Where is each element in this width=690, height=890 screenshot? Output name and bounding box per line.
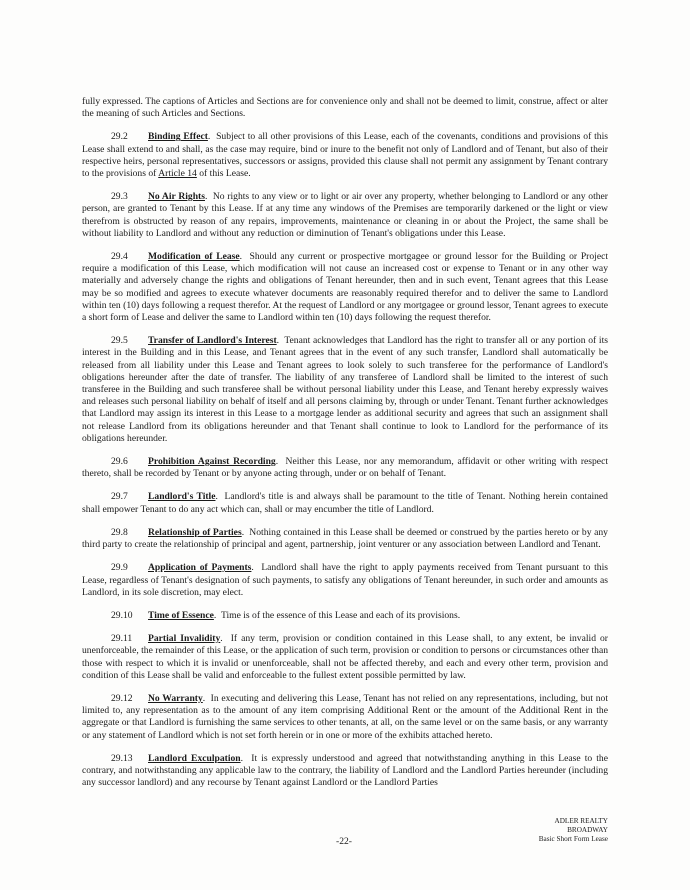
section-29-11: 29.11 Partial Invalidity. If any term, provision or condition contained in this Lease shall, to any extent, be invalid or unenforceable, the remainder of this Lease, or the application of such term, provision or condition to persons or circumstances other than those with respect to which it is invalid or unenforceable, shall not be affected thereby, and each and every other term, provision and condition of this Lease shall be valid and enforceable to the fullest extent possible permitted by law. xyxy=(82,633,609,681)
document-footer-label xyxy=(539,817,608,845)
article-reference: Article 14 xyxy=(158,168,197,180)
footer-line-2: BROADWAY xyxy=(567,826,608,835)
section-number: 29.8 xyxy=(111,526,128,538)
section-title: No Air Rights xyxy=(148,191,205,203)
section-text: It is expressly understood and agreed that notwithstanding anything in this Lease to the contrary, and notwithstanding any applicable law to the contrary, the liability of Landlord and the Landlord Parties hereunder (including any successor landlord) and any recourse by Tenant against Landlord or the Landlord Parties xyxy=(82,752,608,789)
section-number: 29.5 xyxy=(111,335,128,347)
section-29-8: 29.8 Relationship of Parties. Nothing contained in this Lease shall be deemed or construed by the parties hereto or by any third party to create the relationship of principal and agent, partnership, joint venturer or any association between Landlord and Tenant. xyxy=(82,526,608,551)
section-29-3: 29.3 No Air Rights. No rights to any view or to light or air over any property, whether belonging to Landlord or any other person, are granted to Tenant by this Lease. If at any time any windows of the Premises are temporarily darkened or the light or view therefrom is obstructed by reason of any repairs, improvements, maintenance or cleaning in or about the Project, the same shall be without liability to Landlord and without any reduction or diminution of Tenant's obligations under this Lease. xyxy=(82,191,608,239)
section-29-9: 29.9 Application of Payments. Landlord shall have the right to apply payments received from Tenant pursuant to this Lease, regardless of Tenant's designation of such payments, to satisfy any obligations of Tenant hereunder, in such order and amounts as Landlord, in its sole discretion, may elect. xyxy=(82,562,608,598)
section-title: Partial Invalidity xyxy=(148,633,221,645)
section-title: Prohibition Against Recording xyxy=(148,456,276,468)
section-title: Modification of Lease xyxy=(148,251,240,263)
section-29-10: 29.10 Time of Essence. Time is of the essence of this Lease and each of its provisions. xyxy=(111,609,461,621)
section-title: No Warranty xyxy=(148,692,203,704)
section-text: If any term, provision or condition contained in this Lease shall, to any extent, be invalid or unenforceable, the remainder of this Lease, or the application of such term, provision or condition to persons or circumstances other than those with respect to which it is invalid or unenforceable, shall not be affected thereby, and each and every other term, provision and condition of this Lease shall be valid and enforceable to the fullest extent possible permitted by law. xyxy=(82,633,609,681)
section-text: Subject to all other provisions of this Lease, each of the covenants, conditions and provisions of this Lease shall extend to and shall, as the case may require, bind or inure to the benefit not only of Landlord and of Tenant, but also of their respective heirs, personal representatives, successors or assigns, provided this clause shall not permit any assignment by Tenant contrary to the provisions of xyxy=(82,131,609,180)
section-number: 29.12 xyxy=(111,692,133,704)
section-number: 29.6 xyxy=(111,456,128,468)
footer-line-3: Basic Short Form Lease xyxy=(538,835,608,844)
section-29-2: 29.2 Binding Effect. Subject to all other provisions of this Lease, each of the covenants, conditions and provisions of this Lease shall extend to and shall, as the case may require, bind or inure to the benefit not only of Landlord and of Tenant, but also of their respective heirs, personal representatives, successors or assigns, provided this clause shall not permit any assignment by Tenant contrary to the provisions of Article 14 of this Lease. xyxy=(82,131,609,180)
section-text: Landlord shall have the right to apply payments received from Tenant pursuant to this Lease, regardless of Tenant's designation of such payments, to satisfy any obligations of Tenant hereunder, in such order and amounts as Landlord, in its sole discretion, may elect. xyxy=(82,562,608,598)
section-number: 29.13 xyxy=(111,752,133,764)
section-29-4: 29.4 Modification of Lease. Should any current or prospective mortgagee or ground lessor for the Building or Project require a modification of this Lease, which modification will not cause an increased cost or expense to Tenant or in any other way materially and adversely change the rights and obligations of Tenant hereunder, then and in such event, Tenant agrees that this Lease may be so modified and agrees to execute whatever documents are reasonably required therefor and to deliver the same to Landlord within ten (10) days following a request therefor. At the request of Landlord or any mortgagee or ground lessor, Tenant agrees to execute a short form of Lease and deliver the same to Landlord within ten (10) days following the request therefor. xyxy=(82,251,609,324)
section-number: 29.3 xyxy=(111,191,128,203)
section-text: Should any current or prospective mortgagee or ground lessor for the Building or Project require a modification of this Lease, which modification will not cause an increased cost or expense to Tenant or in any other way materially and adversely change the rights and obligations of Tenant hereunder, then and in such event, Tenant agrees that this Lease may be so modified and agrees to execute whatever documents are reasonably required therefor and to deliver the same to Landlord within ten (10) days following a request therefor. At the request of Landlord or any mortgagee or ground lessor, Tenant agrees to execute a short form of Lease and deliver the same to Landlord within ten (10) days following the request therefor. xyxy=(82,251,609,324)
section-29-7: 29.7 Landlord's Title. Landlord's title is and always shall be paramount to the title of Tenant. Nothing herein contained shall empower Tenant to do any act which can, shall or may encumber the title of Landlord. xyxy=(82,491,608,515)
section-title: Landlord Exculpation xyxy=(148,752,241,764)
section-title: Relationship of Parties xyxy=(148,526,242,538)
section-text: Tenant acknowledges that Landlord has the right to transfer all or any portion of its interest in the Building and in this Lease, and Tenant agrees that in the event of any such transfer, Landlord shall automatically be released from all liability under this Lease and Tenant agrees to look solely to such transferee for the performance of Landlord's obligations hereunder after the date of transfer. The liability of any transferee of Landlord shall be limited to the interest of such transferee in the Building and such transferee shall be without personal liability under this Lease, and Tenant hereby expressly waives and releases such personal liability on behalf of itself and all persons claiming by, through or under Tenant. Tenant further acknowledges that Landlord may assign its interest in this Lease to a mortgage lender as additional security and agrees that such an assignment shall not release Landlord from its obligations hereunder and that Tenant shall continue to look to Landlord for the performance of its obligations hereunder. xyxy=(82,335,609,444)
section-title: Application of Payments xyxy=(148,562,252,574)
section-number: 29.9 xyxy=(111,562,128,574)
document-body xyxy=(82,96,608,800)
section-text: No rights to any view or to light or air over any property, whether belonging to Landlord or any other person, are granted to Tenant by this Lease. If at any time any windows of the Premises are temporarily darkened or the light or view therefrom is obstructed by reason of any repairs, improvements, maintenance or cleaning in or about the Project, the same shall be without liability to Landlord and without any reduction or diminution of Tenant's obligations under this Lease. xyxy=(82,191,608,239)
section-text: In executing and delivering this Lease, Tenant has not relied on any representations, including, but not limited to, any representation as to the amount of any item comprising Additional Rent or the amount of the Additional Rent in the aggregate or that Landlord is furnishing the same services to other tenants, at all, on the same level or on the same basis, or any warranty or any statement of Landlord which is not set forth herein or in one or more of the exhibits attached hereto. xyxy=(82,692,609,741)
section-title: Transfer of Landlord's Interest xyxy=(148,335,277,347)
section-29-13: 29.13 Landlord Exculpation. It is expressly understood and agreed that notwithstanding anything in this Lease to the contrary, and notwithstanding any applicable law to the contrary, the liability of Landlord and the Landlord Parties hereunder (including any successor landlord) and any recourse by Tenant against Landlord or the Landlord Parties xyxy=(82,752,608,789)
section-29-12: 29.12 No Warranty. In executing and delivering this Lease, Tenant has not relied on any representations, including, but not limited to, any representation as to the amount of any item comprising Additional Rent or the amount of the Additional Rent in the aggregate or that Landlord is furnishing the same services to other tenants, at all, on the same level or on the same basis, or any warranty or any statement of Landlord which is not set forth herein or in one or more of the exhibits attached hereto. xyxy=(82,692,609,741)
section-text: Nothing contained in this Lease shall be deemed or construed by the parties hereto or by any third party to create the relationship of principal and agent, partnership, joint venturer or any association between Landlord and Tenant. xyxy=(82,526,608,551)
section-number: 29.2 xyxy=(111,131,128,143)
section-text: Landlord's title is and always shall be paramount to the title of Tenant. Nothing herein contained shall empower Tenant to do any act which can, shall or may encumber the title of Landlord. xyxy=(82,491,608,515)
section-text-end: of this Lease. xyxy=(196,168,251,180)
section-text: Neither this Lease, nor any memorandum, affidavit or other writing with respect thereto, shall be recorded by Tenant or by anyone acting through, under or on behalf of Tenant. xyxy=(82,456,608,480)
footer-line-1: ADLER REALTY xyxy=(554,817,608,825)
section-title: Time of Essence xyxy=(148,609,214,621)
section-29-6: 29.6 Prohibition Against Recording. Neither this Lease, nor any memorandum, affidavit or other writing with respect thereto, shall be recorded by Tenant or by anyone acting through, under or on behalf of Tenant. xyxy=(82,456,608,480)
section-title: Landlord's Title xyxy=(148,491,216,503)
page-number: -22- xyxy=(336,836,352,847)
section-title: Binding Effect xyxy=(148,131,208,143)
section-number: 29.7 xyxy=(111,491,128,503)
section-29-5: 29.5 Transfer of Landlord's Interest. Tenant acknowledges that Landlord has the right to transfer all or any portion of its interest in the Building and in this Lease, and Tenant agrees that in the event of any such transfer, Landlord shall automatically be released from all liability under this Lease and Tenant agrees to look solely to such transferee for the performance of Landlord's obligations hereunder after the date of transfer. The liability of any transferee of Landlord shall be limited to the interest of such transferee in the Building and such transferee shall be without personal liability under this Lease, and Tenant hereby expressly waives and releases such personal liability on behalf of itself and all persons claiming by, through or under Tenant. Tenant further acknowledges that Landlord may assign its interest in this Lease to a mortgage lender as additional security and agrees that such an assignment shall not release Landlord from its obligations hereunder and that Tenant shall continue to look to Landlord for the performance of its obligations hereunder. xyxy=(82,335,609,444)
section-number: 29.4 xyxy=(111,251,128,263)
section-number: 29.10 xyxy=(111,609,133,621)
section-text: Time is of the essence of this Lease and each of its provisions. xyxy=(220,609,461,621)
intro-paragraph: fully expressed. The captions of Articles and Sections are for convenience only and shall not be deemed to limit, construe, affect or alter the meaning of such Articles and Sections. xyxy=(82,96,608,120)
section-number: 29.11 xyxy=(111,633,133,645)
